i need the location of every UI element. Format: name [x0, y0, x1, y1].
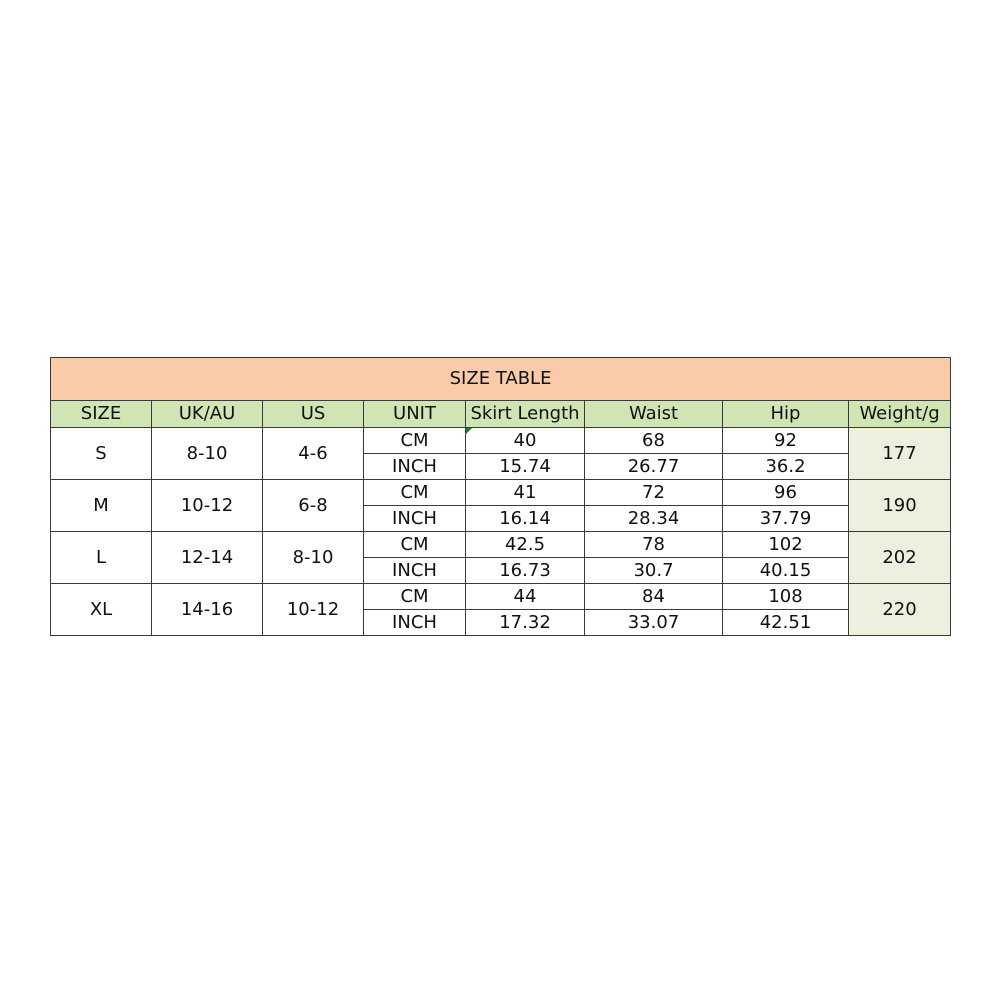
skirt-length-cell: 41: [466, 480, 585, 506]
weight-cell: 202: [849, 532, 951, 584]
size-table: [50, 357, 951, 636]
weight-cell: 190: [849, 480, 951, 532]
unit-cell: INCH: [364, 454, 466, 480]
header-unit: UNIT: [364, 401, 466, 428]
us-cell: 4-6: [263, 428, 364, 480]
header-row: [51, 401, 951, 428]
size-cell: L: [51, 532, 152, 584]
skirt-length-cell: 17.32: [466, 610, 585, 636]
unit-cell: INCH: [364, 506, 466, 532]
uk-au-cell: 12-14: [152, 532, 263, 584]
waist-cell: 72: [585, 480, 723, 506]
table-row: [51, 584, 951, 610]
unit-cell: CM: [364, 584, 466, 610]
unit-cell: CM: [364, 480, 466, 506]
header-waist: Waist: [585, 401, 723, 428]
skirt-length-cell: 44: [466, 584, 585, 610]
header-skirt-length: Skirt Length: [466, 401, 585, 428]
header-size: SIZE: [51, 401, 152, 428]
unit-cell: INCH: [364, 610, 466, 636]
size-cell: XL: [51, 584, 152, 636]
header-uk-au: UK/AU: [152, 401, 263, 428]
hip-cell: 108: [723, 584, 849, 610]
skirt-length-cell: 15.74: [466, 454, 585, 480]
skirt-length-cell: 16.14: [466, 506, 585, 532]
us-cell: 8-10: [263, 532, 364, 584]
table-row: [51, 480, 951, 506]
us-cell: 10-12: [263, 584, 364, 636]
waist-cell: 33.07: [585, 610, 723, 636]
table-title-row: [51, 358, 951, 401]
header-hip: Hip: [723, 401, 849, 428]
unit-cell: CM: [364, 532, 466, 558]
hip-cell: 40.15: [723, 558, 849, 584]
uk-au-cell: 10-12: [152, 480, 263, 532]
table-title: SIZE TABLE: [51, 358, 951, 401]
hip-cell: 96: [723, 480, 849, 506]
size-cell: S: [51, 428, 152, 480]
hip-cell: 37.79: [723, 506, 849, 532]
weight-cell: 220: [849, 584, 951, 636]
hip-cell: 92: [723, 428, 849, 454]
header-us: US: [263, 401, 364, 428]
uk-au-cell: 14-16: [152, 584, 263, 636]
hip-cell: 36.2: [723, 454, 849, 480]
weight-cell: 177: [849, 428, 951, 480]
skirt-length-cell: 42.5: [466, 532, 585, 558]
header-weight: Weight/g: [849, 401, 951, 428]
waist-cell: 26.77: [585, 454, 723, 480]
hip-cell: 42.51: [723, 610, 849, 636]
table-row: [51, 532, 951, 558]
unit-cell: INCH: [364, 558, 466, 584]
waist-cell: 78: [585, 532, 723, 558]
size-cell: M: [51, 480, 152, 532]
waist-cell: 68: [585, 428, 723, 454]
us-cell: 6-8: [263, 480, 364, 532]
unit-cell: CM: [364, 428, 466, 454]
skirt-length-cell: 16.73: [466, 558, 585, 584]
uk-au-cell: 8-10: [152, 428, 263, 480]
waist-cell: 28.34: [585, 506, 723, 532]
table-row: [51, 428, 951, 454]
waist-cell: 30.7: [585, 558, 723, 584]
hip-cell: 102: [723, 532, 849, 558]
skirt-length-cell: 40: [466, 428, 585, 454]
waist-cell: 84: [585, 584, 723, 610]
